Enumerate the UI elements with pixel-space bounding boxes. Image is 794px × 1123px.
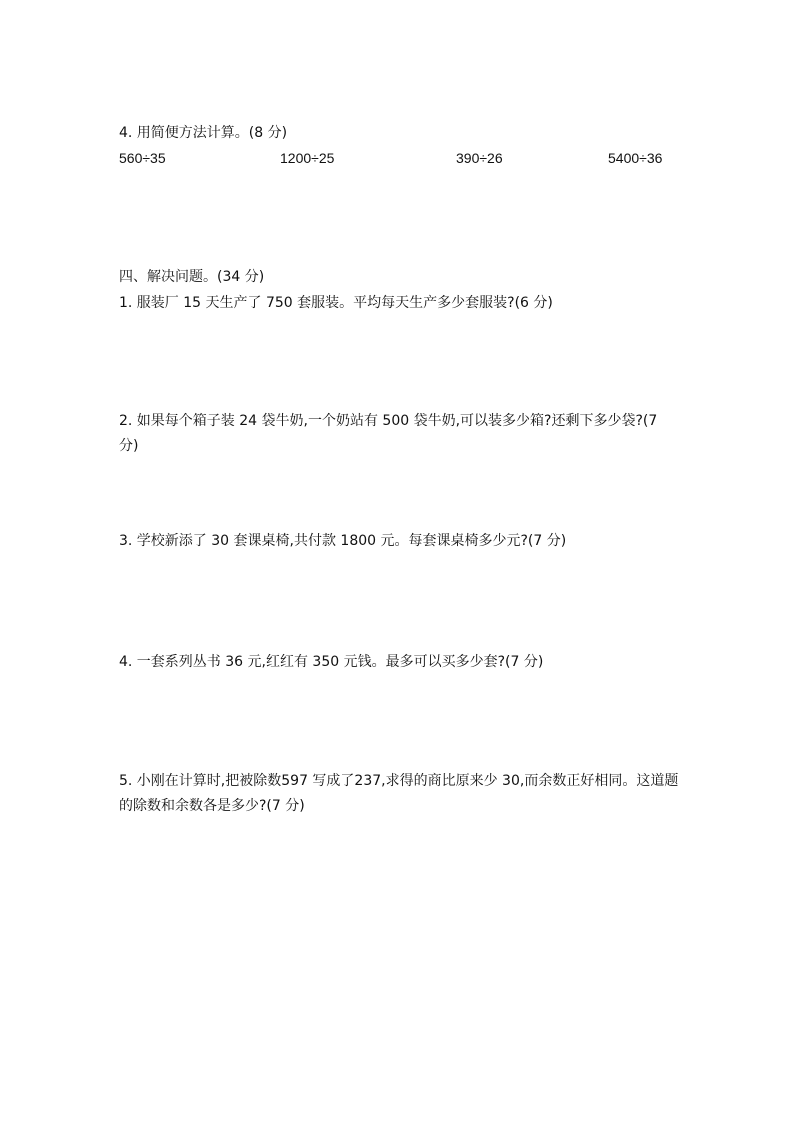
expression-2: 1200÷25 bbox=[280, 150, 335, 166]
problem-2: 2. 如果每个箱子装 24 袋牛奶,一个奶站有 500 袋牛奶,可以装多少箱?还剩下多少袋?(7 分) bbox=[119, 413, 658, 454]
problem-4: 4. 一套系列丛书 36 元,红红有 350 元钱。最多可以买多少套?(7 分) bbox=[119, 654, 544, 670]
expression-4: 5400÷36 bbox=[608, 150, 663, 166]
section-heading: 四、解决问题。(34 分) bbox=[119, 269, 265, 285]
expression-1: 560÷35 bbox=[119, 150, 166, 166]
expression-3: 390÷26 bbox=[456, 150, 503, 166]
q4-title: 4. 用简便方法计算。(8 分) bbox=[119, 125, 288, 141]
problem-5: 5. 小刚在计算时,把被除数597 写成了237,求得的商比原来少 30,而余数正好相同。这道题的除数和余数各是多少?(7 分) bbox=[119, 773, 679, 814]
problem-1: 1. 服装厂 15 天生产了 750 套服装。平均每天生产多少套服装?(6 分) bbox=[119, 295, 553, 311]
problem-3: 3. 学校新添了 30 套课桌椅,共付款 1800 元。每套课桌椅多少元?(7 分) bbox=[119, 533, 567, 549]
